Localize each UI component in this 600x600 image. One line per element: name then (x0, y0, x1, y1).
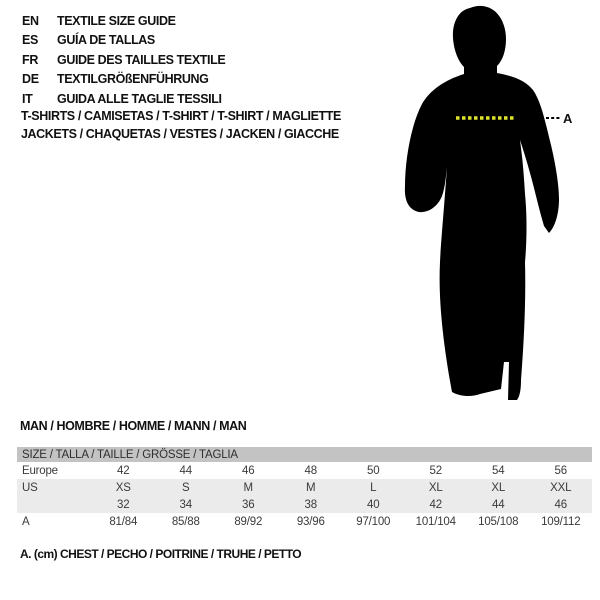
garment-line-jackets: JACKETS / CHAQUETAS / VESTES / JACKEN / GIACCHE (21, 126, 339, 141)
size-cell: 54 (492, 464, 505, 477)
size-cell: S (182, 481, 190, 494)
size-cell: 36 (242, 498, 255, 511)
size-cell: 46 (242, 464, 255, 477)
row-label: US (22, 481, 38, 494)
language-code: FR (22, 52, 39, 67)
measurement-footnote: A. (cm) CHEST / PECHO / POITRINE / TRUHE / PETTO (20, 547, 302, 561)
table-row-chest-cm (17, 513, 592, 530)
language-row (22, 89, 225, 109)
size-cell: 46 (554, 498, 567, 511)
language-row (22, 70, 225, 90)
size-cell: 56 (554, 464, 567, 477)
language-row (22, 11, 225, 31)
size-cell: 50 (367, 464, 380, 477)
language-title: TEXTILGRÖßENFÜHRUNG (57, 72, 209, 87)
garment-types (21, 108, 341, 143)
size-cell: 85/88 (171, 515, 200, 528)
size-cell: 101/104 (415, 515, 456, 528)
size-cell: M (306, 481, 316, 494)
size-cell: 109/112 (541, 515, 581, 528)
size-cell: 42 (117, 464, 130, 477)
language-row (22, 31, 225, 51)
size-cell: XL (491, 481, 506, 494)
size-table (17, 447, 592, 530)
size-cell: 32 (117, 498, 130, 511)
language-row (22, 50, 225, 70)
size-cell: 34 (179, 498, 192, 511)
language-code: IT (22, 91, 33, 106)
table-row-alt-size (17, 496, 592, 513)
language-list (22, 11, 225, 109)
man-silhouette-figure (400, 0, 600, 410)
size-cell: XS (115, 481, 131, 494)
language-code: EN (22, 13, 39, 28)
size-cell: XL (428, 481, 443, 494)
size-cell: 105/108 (478, 515, 519, 528)
row-label: Europe (22, 464, 58, 477)
measure-label-a: A (563, 111, 573, 126)
size-cell: XXL (550, 481, 572, 494)
size-cell: 44 (492, 498, 505, 511)
table-row-europe (17, 462, 592, 479)
size-cell: 89/92 (234, 515, 263, 528)
size-cell: 44 (179, 464, 192, 477)
size-cell: 81/84 (109, 515, 138, 528)
language-title: GUIDA ALLE TAGLIE TESSILI (57, 91, 222, 106)
size-cell: 93/96 (296, 515, 325, 528)
language-title: GUÍA DE TALLAS (57, 33, 155, 48)
garment-line-tshirts: T-SHIRTS / CAMISETAS / T-SHIRT / T-SHIRT / MAGLIETTE (21, 109, 341, 123)
language-code: ES (22, 33, 39, 48)
gender-section-title: MAN / HOMBRE / HOMME / MANN / MAN (20, 419, 247, 433)
size-cell: M (243, 481, 253, 494)
size-table-header-label: SIZE / TALLA / TAILLE / GRÖSSE / TAGLIA (22, 448, 238, 461)
man-silhouette (405, 6, 559, 400)
size-cell: 42 (429, 498, 442, 511)
size-table-header (17, 447, 592, 462)
row-label: A (22, 515, 30, 528)
language-title: GUIDE DES TAILLES TEXTILE (57, 52, 226, 67)
size-cell: 52 (429, 464, 442, 477)
table-row-us (17, 479, 592, 496)
size-cell: 38 (304, 498, 317, 511)
size-cell: 40 (367, 498, 380, 511)
language-code: DE (22, 72, 39, 87)
size-cell: 97/100 (356, 515, 391, 528)
language-title: TEXTILE SIZE GUIDE (57, 13, 176, 28)
size-cell: 48 (304, 464, 317, 477)
size-cell: L (370, 481, 377, 494)
